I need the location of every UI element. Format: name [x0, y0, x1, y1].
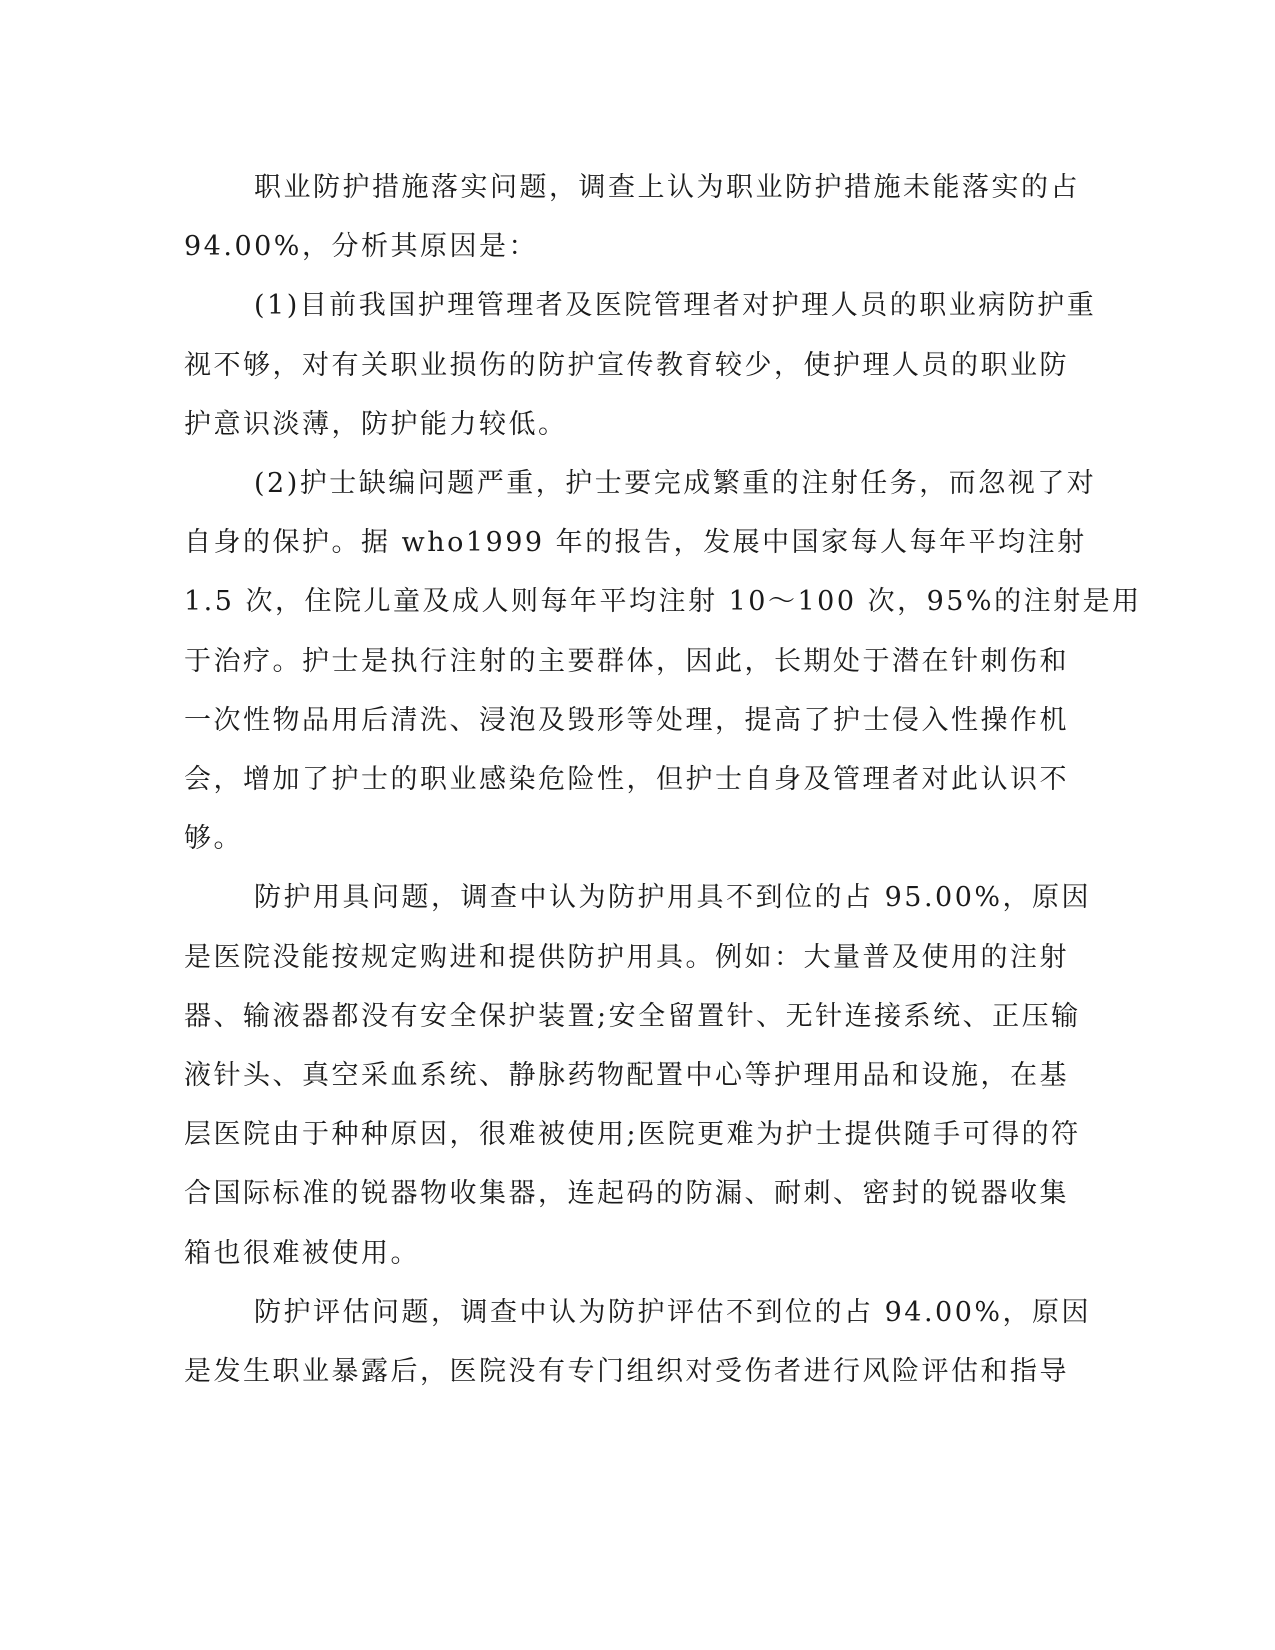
text-line: 是发生职业暴露后，医院没有专门组织对受伤者进行风险评估和指导	[184, 1356, 1069, 1388]
text-line: (2)护士缺编问题严重，护士要完成繁重的注射任务，而忽视了对	[254, 468, 1097, 500]
document-body	[184, 158, 1142, 1401]
text-line: 层医院由于种种原因，很难被使用;医院更难为护士提供随手可得的符	[184, 1119, 1081, 1151]
text-line: 是医院没能按规定购进和提供防护用具。例如：大量普及使用的注射	[184, 941, 1069, 973]
text-line: 会，增加了护士的职业感染危险性，但护士自身及管理者对此认识不	[184, 764, 1069, 796]
text-line: 合国际标准的锐器物收集器，连起码的防漏、耐刺、密封的锐器收集	[184, 1178, 1069, 1210]
text-line: 防护用具问题，调查中认为防护用具不到位的占 95.00%，原因	[254, 882, 1092, 914]
text-line: 器、输液器都没有安全保护装置;安全留置针、无针连接系统、正压输	[184, 1000, 1081, 1032]
text-line: 94.00%，分析其原因是：	[184, 231, 538, 263]
text-line: (1)目前我国护理管理者及医院管理者对护理人员的职业病防护重	[254, 290, 1097, 322]
text-line: 箱也很难被使用。	[184, 1237, 420, 1269]
text-line: 够。	[184, 823, 243, 855]
text-line: 1.5 次，住院儿童及成人则每年平均注射 10～100 次，95%的注射是用	[184, 586, 1142, 618]
text-line: 液针头、真空采血系统、静脉药物配置中心等护理用品和设施，在基	[184, 1060, 1069, 1092]
text-line: 于治疗。护士是执行注射的主要群体，因此，长期处于潜在针刺伤和	[184, 645, 1069, 677]
text-line: 护意识淡薄，防护能力较低。	[184, 408, 568, 440]
text-line: 自身的保护。据 who1999 年的报告，发展中国家每人每年平均注射	[184, 527, 1087, 559]
text-line: 职业防护措施落实问题，调查上认为职业防护措施未能落实的占	[254, 172, 1080, 203]
text-line: 视不够，对有关职业损伤的防护宣传教育较少，使护理人员的职业防	[184, 349, 1069, 381]
text-line: 防护评估问题，调查中认为防护评估不到位的占 94.00%，原因	[254, 1296, 1092, 1328]
text-line: 一次性物品用后清洗、浸泡及毁形等处理，提高了护士侵入性操作机	[184, 704, 1069, 736]
